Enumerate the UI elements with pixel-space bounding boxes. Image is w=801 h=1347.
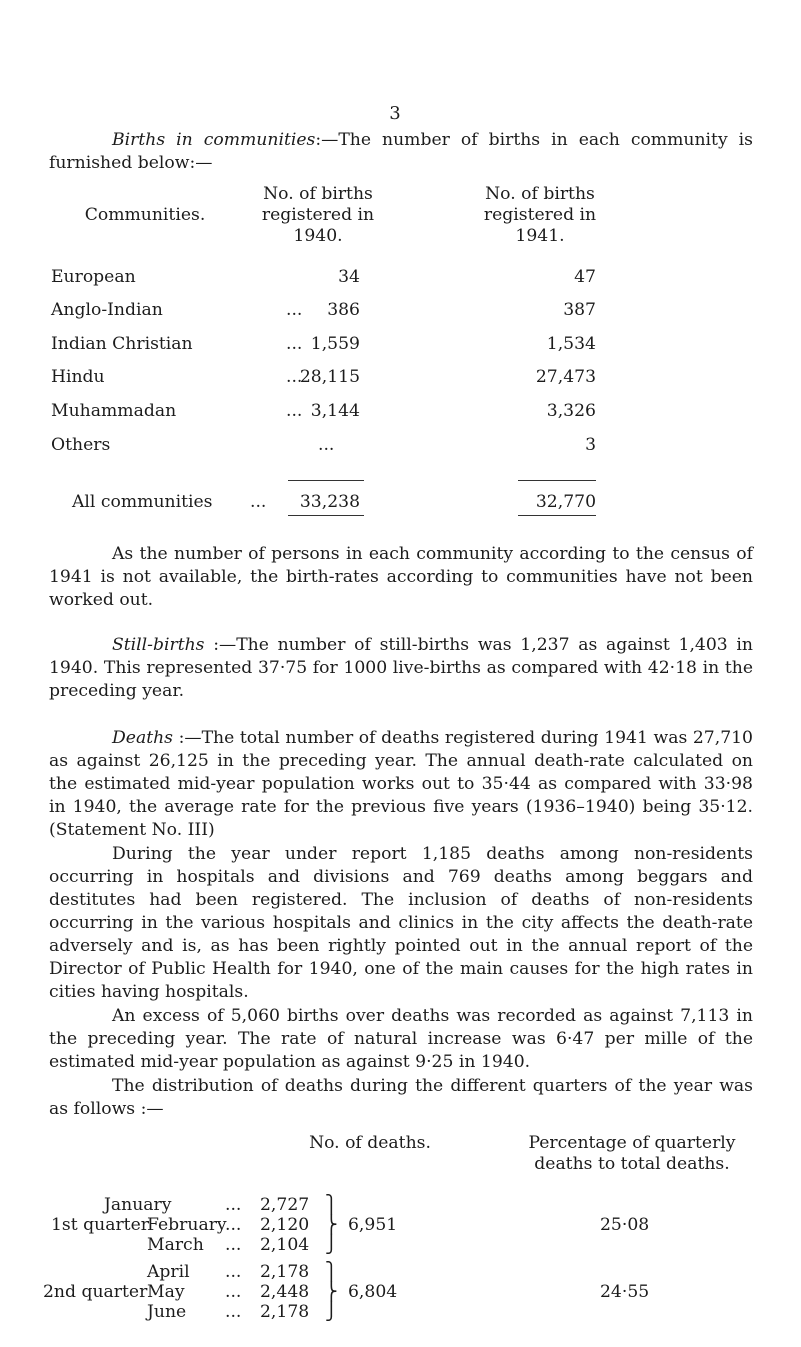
distribution-paragraph xyxy=(49,1075,753,1121)
quarter-percentage: 24·55 xyxy=(600,1282,650,1302)
quarter-total: 6,951 xyxy=(348,1215,398,1235)
brace-icon: ⎫ ⎬ ⎭ xyxy=(325,1262,338,1322)
row-dots: ... xyxy=(225,1302,242,1322)
header-pct-line-2: deaths to total deaths. xyxy=(534,1154,730,1174)
month-deaths: 2,178 xyxy=(260,1302,310,1322)
total-rule-1941 xyxy=(518,480,596,481)
births-1941-value: 1,534 xyxy=(546,334,596,354)
births-1940-value: 28,115 xyxy=(299,367,360,387)
row-dots: ... xyxy=(286,334,303,354)
total-rule-1940 xyxy=(288,480,364,481)
births-1940-value: 1,559 xyxy=(310,334,360,354)
header-1941-line-1: No. of births xyxy=(485,184,595,204)
total-underline-1941 xyxy=(518,515,596,516)
row-dots: ... xyxy=(225,1215,242,1235)
row-dots: ... xyxy=(225,1235,242,1255)
distribution-text: The distribution of deaths during the different quarters of the year was as follows :— xyxy=(49,1076,753,1119)
community-name: Others xyxy=(51,435,111,455)
excess-text: An excess of 5,060 births over deaths was recorded as against 7,113 in the preceding year. The rate of natural increase was 6·47 per mille of the estimated mid-year population as against 9·25 in 1940. xyxy=(49,1006,753,1072)
community-name: European xyxy=(51,267,136,287)
births-1940-value: 386 xyxy=(327,300,360,320)
total-label: All communities xyxy=(72,492,213,512)
births-1941-value: 3 xyxy=(585,435,596,455)
header-births-1940 xyxy=(228,184,408,247)
stillbirths-heading: Still-births xyxy=(112,635,205,655)
row-dots: ... xyxy=(225,1195,242,1215)
header-births-1941 xyxy=(450,184,630,247)
row-dots: ... xyxy=(286,367,303,387)
row-dots: ... xyxy=(225,1262,242,1282)
births-1941-value: 47 xyxy=(574,267,596,287)
community-name: Muhammadan xyxy=(51,401,177,421)
header-1940-line-2: registered in xyxy=(261,205,375,225)
month-name: May xyxy=(147,1282,185,1302)
month-name: June xyxy=(147,1302,187,1322)
month-deaths: 2,727 xyxy=(260,1195,310,1215)
deaths-text: :—The total number of deaths registered during 1941 was 27,710 as against 26,125 in the preceding year. The annual death-rate calculated on the estimated mid-year population works out to 35·44 as compared with 33·98 in 1940, the average rate for the previous five years (1936–1940) being 35·12. (Statement No. III) xyxy=(49,728,753,840)
header-pct-line-1: Percentage of quarterly xyxy=(528,1133,736,1153)
row-dots: ... xyxy=(225,1282,242,1302)
month-name: January xyxy=(104,1195,172,1215)
month-name: April xyxy=(147,1262,190,1282)
brace-icon: ⎫ ⎬ ⎭ xyxy=(325,1195,338,1255)
month-deaths: 2,178 xyxy=(260,1262,310,1282)
header-1941-line-2: registered in xyxy=(483,205,597,225)
header-1940-line-3: 1940. xyxy=(293,226,343,246)
header-percentage xyxy=(492,1133,772,1175)
row-dots: ... xyxy=(286,300,303,320)
community-name: Indian Christian xyxy=(51,334,193,354)
stillbirths-text: :—The number of still-births was 1,237 as against 1,403 in 1940. This represented 37·75 for 1000 live-births as compared with 42·18 in the preceding year. xyxy=(49,635,753,701)
page-number: 3 xyxy=(389,103,401,124)
quarter-label: 1st quarter xyxy=(51,1215,149,1235)
births-1940-value: 3,144 xyxy=(310,401,360,421)
row-dots: ... xyxy=(250,492,267,512)
births-intro-paragraph xyxy=(49,129,753,175)
month-deaths: 2,448 xyxy=(260,1282,310,1302)
deaths-heading: Deaths xyxy=(112,728,173,748)
deaths-paragraph xyxy=(49,727,753,842)
excess-paragraph xyxy=(49,1005,753,1074)
births-intro-text: :—The number of births in each community is furnished below:— xyxy=(49,130,753,173)
births-1941-value: 27,473 xyxy=(535,367,596,387)
stillbirths-paragraph xyxy=(49,634,753,703)
month-name: March xyxy=(147,1235,204,1255)
total-underline-1940 xyxy=(288,515,364,516)
births-1940-value: 34 xyxy=(338,267,360,287)
total-1941-value: 32,770 xyxy=(535,492,596,512)
births-heading: Births in communities xyxy=(112,130,316,150)
community-name: Anglo-Indian xyxy=(51,300,163,320)
month-name: February xyxy=(147,1215,227,1235)
community-name: Hindu xyxy=(51,367,105,387)
month-deaths: 2,104 xyxy=(260,1235,310,1255)
nonresidents-paragraph xyxy=(49,843,753,1004)
census-paragraph xyxy=(49,543,753,612)
header-1941-line-3: 1941. xyxy=(515,226,565,246)
quarter-total: 6,804 xyxy=(348,1282,398,1302)
nonresidents-text: During the year under report 1,185 deaths among non-residents occurring in hospitals and divisions and 769 deaths among beggars and destitutes had been registered. The inclusion of deaths of non-residents occurring in the various hospitals and clinics in the city affects the death-rate adversely and is, as has been rightly pointed out in the annual report of the Director of Public Health for 1940, one of the main causes for the high rates in cities having hospitals. xyxy=(49,844,753,1002)
census-text: As the number of persons in each community according to the census of 1941 is not available, the birth-rates according to communities have not been worked out. xyxy=(49,544,753,610)
births-1941-value: 387 xyxy=(563,300,596,320)
total-1940-value: 33,238 xyxy=(299,492,360,512)
births-1940-value: ... xyxy=(318,435,335,455)
header-no-of-deaths: No. of deaths. xyxy=(309,1133,431,1153)
header-communities: Communities. xyxy=(84,205,206,225)
quarter-label: 2nd quarter xyxy=(43,1282,148,1302)
month-deaths: 2,120 xyxy=(260,1215,310,1235)
row-dots: ... xyxy=(286,401,303,421)
quarter-percentage: 25·08 xyxy=(600,1215,650,1235)
header-1940-line-1: No. of births xyxy=(263,184,373,204)
births-1941-value: 3,326 xyxy=(546,401,596,421)
